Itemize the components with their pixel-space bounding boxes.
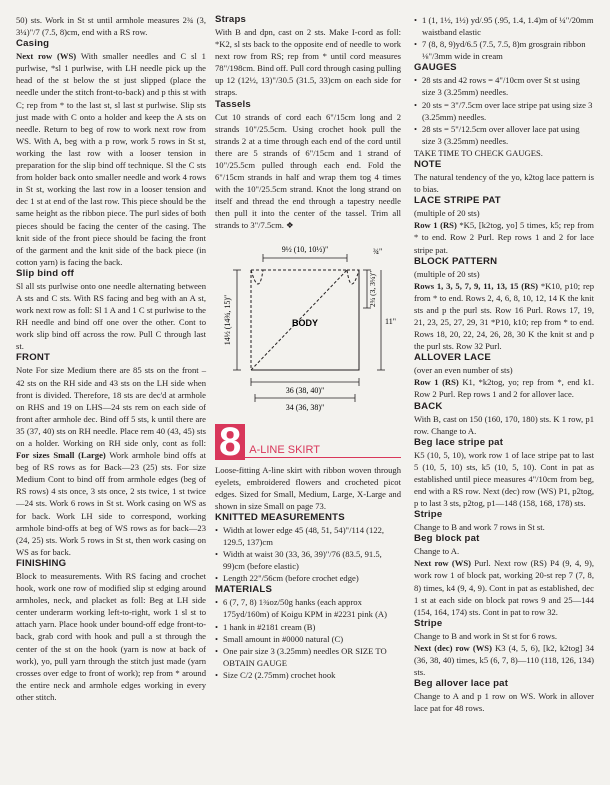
- bullet-list: [215, 524, 401, 584]
- skirt-intro: [215, 464, 401, 682]
- dim-side: 14½ (14¾, 15)": [223, 294, 232, 345]
- body-label: BODY: [291, 317, 319, 328]
- paragraph-text: *K10, p10; rep from * to end. Rows 2, 4, 6, 8, 10, 12, 14 K the knit sts and p the purl sts. Row 16 Purl. Rows 17, 19, 21, 23, 25, 27, 29, 31 *P10, k10; rep from * to end. Rows 18, 20, 22, 24, 26, 28, 30 K the knit st and p the purl sts. Row 32 Purl.: [414, 280, 594, 352]
- paragraph-lead: Row 1 (RS): [414, 377, 459, 388]
- paragraph-lead: Next row (WS): [16, 51, 77, 62]
- paragraph-text: Change to B and work 7 rows in St st.: [414, 522, 545, 533]
- section-number: 8: [215, 424, 245, 460]
- section-heading: Beg allover lace pat: [414, 678, 509, 690]
- paragraph: [16, 280, 206, 353]
- section-heading: KNITTED MEASUREMENTS: [215, 511, 345, 523]
- list-item: • 28 sts and 42 rows = 4"/10cm over St st using size 3 (3.25mm) needles.: [414, 74, 594, 98]
- paragraph: [414, 449, 594, 509]
- paragraph-text: *K5, [k2tog, yo] 5 times, k5; rep from * to end. Row 2 Purl. Rep rows 1 and 2 for lace stripe pat.: [414, 220, 594, 255]
- paragraph: [414, 642, 594, 678]
- paragraph: [414, 630, 594, 642]
- column-middle: [215, 14, 401, 681]
- paragraph-text: With B, cast on 150 (160, 170, 180) sts. K 1 row, p1 row. Change to A.: [414, 413, 594, 436]
- dim-right: 11": [385, 316, 396, 326]
- list-item: • 1 (1, 1½, 1½) yd/.95 (.95, 1.4, 1.4)m of ¼"/20mm waistband elastic: [414, 14, 594, 38]
- section-heading: BACK: [414, 400, 443, 412]
- body-schematic-drawing: [215, 238, 401, 416]
- dim-armhole: 2¾ (3, 3¼)": [368, 270, 377, 307]
- paragraph-text: Note For size Medium there are 85 sts on the front – 42 sts on the RH side and 43 sts on the LH side when front is divided. Therefore, 18 sts are dec'd at armhole on RHS and 19 on LHS—24 sts rem on each side of front after armhole dec. Bind off 5 sts, k until there are 35 (37, 40) sts on RH needle. Place rem 40 (43, 45) sts on a holder. Working on RH side only, cont as foll:: [16, 365, 206, 448]
- dim-top: 9½ (10, 10½)": [281, 244, 329, 254]
- dim-bottom-2: 34 (36, 38)": [285, 402, 325, 412]
- paragraph-bold: For sizes Small (Large): [16, 450, 106, 461]
- paragraph-text: (over an even number of sts): [414, 365, 513, 376]
- dim-bottom-1: 36 (38, 40)": [285, 385, 325, 395]
- paragraph-text: TAKE TIME TO CHECK GAUGES.: [414, 147, 543, 158]
- paragraph: [414, 545, 594, 557]
- paragraph: [414, 171, 594, 195]
- section-heading: FINISHING: [16, 557, 67, 569]
- paragraph: [215, 26, 401, 99]
- paragraph: [414, 207, 594, 219]
- paragraph: [414, 147, 594, 159]
- paragraph-text: Change to A and p 1 row on WS. Work in allover lace pat for 48 rows.: [414, 691, 594, 714]
- paragraph: [16, 570, 206, 703]
- paragraph: [16, 50, 206, 268]
- paragraph-lead: Row 1 (RS): [414, 220, 457, 231]
- paragraph-text: With smaller needles and C sl 1 purlwise, *sl 1 purlwise, with LH needle pick up the head of the st below the st just slipped (place the needle under the stitch front-to-back) and p this st with C; rep from * to the last st, sl last st purlwise. Slip sts just made with C onto a holder and keep the A sts on needle. Return to beg of row to work next row from WS. With A, beg with a p row, work 5 rows in St st, working the last row with a looser tension in preparation for the slip bind off technique. Sl the C sts from holder back onto smaller needle and work 4 rows in St st, working the last row in a looser tension and dec 1 st at end of the last row. This piece should be the same height as the ribbon piece. The purl sides of both pieces should be facing the center of the casing. The knit side of the front piece should be facing the front of the garment and the knit side of the back piece (in cotton yarn) is facing the back.: [16, 51, 206, 267]
- dim-tick: ¾": [373, 246, 383, 256]
- paragraph-text: K1, *k2tog, yo; rep from *, end k1. Row 2 Purl. Rep rows 1 and 2 for allover lace.: [414, 377, 594, 400]
- list-item: • 1 hank in #2181 cream (B): [215, 621, 401, 633]
- bullet-list: [215, 596, 401, 681]
- list-item: • 20 sts = 3"/7.5cm over lace stripe pat using size 3 (3.25mm) needles.: [414, 99, 594, 123]
- paragraph: [16, 14, 206, 38]
- paragraph-text: Purl. Next row (RS) P4 (9, 4, 9), work row 1 of block pat, working 20-st rep 7 (7, 8, 8) times, k4 (9, 4, 9). Cont in pat as established, dec 1 st at each side on block pat rows 9 and 25—144 (154, 164, 174) sts. Cont in pat to row 32.: [414, 558, 594, 617]
- column-right: [414, 14, 594, 714]
- paragraph-text: Change to A.: [414, 546, 460, 557]
- paragraph-text: K3 (4, 5, 6), [k2, k2tog] 34 (36, 38, 40) times, k5 (6, 7, 8)—110 (118, 126, 134) sts.: [414, 642, 594, 678]
- section-title: A-LINE SKIRT: [245, 444, 401, 457]
- column-left: [16, 14, 206, 703]
- paragraph-text: K5 (10, 5, 10), work row 1 of lace stripe pat to last 5 (10, 5, 10) sts, k5 (10, 5, 10). Cont in pat as established until piece measures 4"/10cm from beg, end with a RS row. Next (dec) row (WS) P1, p2tog, p to last 3 sts, p2tog, p1—148 (158, 168, 178) sts.: [414, 449, 594, 509]
- paragraph-text: Loose-fitting A-line skirt with ribbon woven through eyelets, embroidered flowers and crocheted picot edges. Sized for Small, Medium, Large, X-Large and shown in size Small on page 73.: [215, 464, 401, 511]
- paragraph: [414, 364, 594, 376]
- list-item: • Length 22"/56cm (before crochet edge): [215, 572, 401, 584]
- paragraph-text: (multiple of 20 sts): [414, 208, 480, 219]
- paragraph-lead: Rows 1, 3, 5, 7, 9, 11, 13, 15 (RS): [414, 280, 539, 291]
- paragraph-text: Block to measurements. With RS facing and crochet hook, work one row of modified slip st edging around armholes, neck, and placket as foll: Beg at LH side center underarm working left-to-right, work 1 sl st to attach yarn. Place hook under bound-off edge front-to-back, grab cord with hook and pull a st through the center of the st on the hook (yarn is now at back of work), yo, pull yarn through the stitch just made (yarn crosses over edge to front of work); rep from * around the entire neck and armhole edges working in every other stitch.: [16, 570, 206, 702]
- section-heading: Beg block pat: [414, 533, 480, 545]
- list-item: • Small amount in #0000 natural (C): [215, 633, 401, 645]
- paragraph-text: 50) sts. Work in St st until armhole measures 2¾ (3, 3¼)"/7 (7.5, 8)cm, end with a RS row.: [16, 15, 206, 38]
- section-heading: Slip bind off: [16, 267, 75, 279]
- list-item: • One pair size 3 (3.25mm) needles OR SIZE TO OBTAIN GAUGE: [215, 645, 401, 669]
- bullet-list: [414, 74, 594, 147]
- paragraph: [414, 413, 594, 437]
- body-schematic: [215, 238, 401, 416]
- paragraph-text: Change to B and work in St st for 6 rows.: [414, 630, 557, 641]
- list-item: • Width at lower edge 45 (48, 51, 54)"/114 (122, 129.5, 137)cm: [215, 524, 401, 548]
- paragraph: [414, 690, 594, 714]
- paragraph-text: Sl all sts purlwise onto one needle alternating between A sts and C sts. With RS facing and beg with an A st, work next row as foll: Sl 1 A and 1 C st purlwise to the RH needle and bind off one over the other. Cont to work slip bind off across the row. Pull C through last st.: [16, 280, 206, 352]
- list-item: • Size C/2 (2.75mm) crochet hook: [215, 669, 401, 681]
- section-heading: ALLOVER LACE: [414, 352, 492, 364]
- paragraph: [414, 219, 594, 255]
- paragraph: [215, 464, 401, 512]
- paragraph: [414, 557, 594, 617]
- paragraph-rest: Work armhole bind offs at beg of RS rows as for Back—23 (25) sts. For size Medium Cont to bind off from armhole edges (beg of RS rows) 4 sts once, 3 sts once, 2 sts twice, 1 st twice—24 sts. Work 6 rows in St st. Work casing on WS as for back. Work LH side to correspond, working armhole bind-offs at beg of WS rows as for back—23 (24, 25) sts. Work 5 rows in St st, then work casing on WS as for back.: [16, 450, 207, 557]
- straps-tassels-section: [215, 14, 401, 232]
- section-heading: GAUGES: [414, 62, 457, 74]
- list-item: • 7 (8, 8, 9)yd/6.5 (7.5, 7.5, 8)m grosgrain ribbon ⅛"/3mm wide in cream: [414, 38, 594, 62]
- paragraph-lead: Next row (WS): [414, 558, 471, 569]
- section-heading: Stripe: [414, 509, 443, 521]
- paragraph: [414, 268, 594, 280]
- paragraph-text: (multiple of 20 sts): [414, 268, 480, 279]
- list-item: • 6 (7, 7, 8) 1¾oz/50g hanks (each approx 175yd/160m) of Koigu KPM in #2231 pink (A): [215, 596, 401, 620]
- section-heading: FRONT: [16, 352, 51, 364]
- paragraph: [215, 111, 401, 232]
- section-heading: MATERIALS: [215, 584, 273, 596]
- list-item: • 28 sts = 5"/12.5cm over allover lace pat using size 3 (3.25mm) needles.: [414, 123, 594, 147]
- paragraph-lead: Next (dec) row (WS): [414, 642, 492, 653]
- section-heading: BLOCK PATTERN: [414, 255, 498, 267]
- section-heading: LACE STRIPE PAT: [414, 195, 501, 207]
- section-heading: Casing: [16, 38, 50, 50]
- paragraph-text: With B and dpn, cast on 2 sts. Make I-cord as foll: *K2, sl sts back to the opposite end of needle to work next row from RS; rep from * until cord measures 78"/198cm. Bind off. Pull cord through casing pulling up 12 (12½, 13)"/30.5 (31.5, 33)cm on each side for straps.: [215, 27, 401, 98]
- list-item: • Width at waist 30 (33, 36, 39)"/76 (83.5, 91.5, 99)cm (before elastic): [215, 548, 401, 572]
- paragraph: [414, 376, 594, 400]
- bullet-list: [414, 14, 594, 62]
- paragraph: [414, 521, 594, 533]
- section-header: [215, 419, 401, 464]
- section-heading: Tassels: [215, 98, 251, 110]
- section-heading: Beg lace stripe pat: [414, 436, 504, 448]
- paragraph: [414, 280, 594, 353]
- paragraph: [16, 364, 206, 558]
- section-heading: NOTE: [414, 159, 442, 171]
- paragraph-text: The natural tendency of the yo, k2tog lace pattern is to bias.: [414, 172, 594, 195]
- section-heading: Stripe: [414, 617, 443, 629]
- paragraph-text: Cut 10 strands of cord each 6"/15cm long and 2 strands 10"/25.5cm. Using crochet hook pull the strands 2 at a time through each end of the cord until there are 5 strands of 6"/15cm and 1 strand of 10"/25.5cm pulled through each end. Fold the 6"/15cm strands in half and wrap them tog 4 times with the 10"/25.5cm strand. Knot the long strand on itself and thread the end through a tapestry needle then pull it into the center of the tassel. Trim all strands to 3"/7.5cm. ❖: [215, 111, 401, 231]
- section-heading: Straps: [215, 14, 247, 25]
